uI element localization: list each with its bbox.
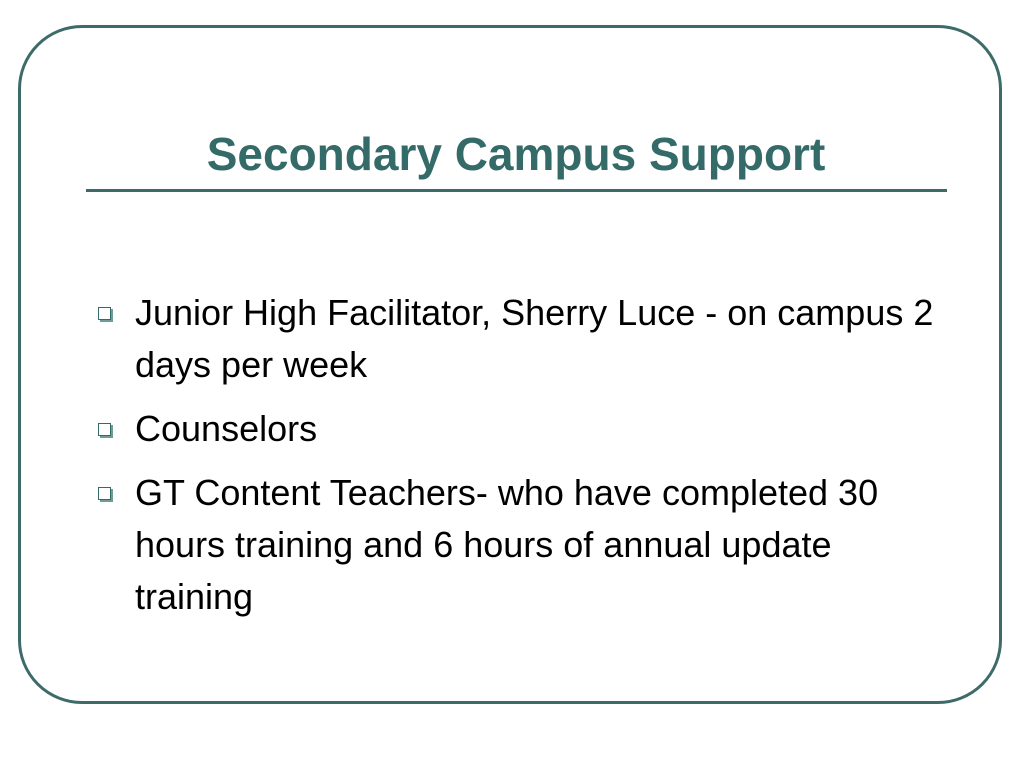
slide-title: Secondary Campus Support — [206, 128, 826, 180]
bullet-list — [98, 287, 958, 635]
bullet-text: Junior High Facilitator, Sherry Luce - on campus 2 days per week — [135, 292, 934, 385]
bullet-item-counselors — [98, 403, 958, 455]
square-bullet-icon — [98, 487, 111, 500]
bullet-text: Counselors — [135, 408, 318, 449]
bullet-item-facilitator — [98, 287, 958, 391]
square-bullet-icon — [98, 423, 111, 436]
title-underline — [86, 189, 947, 192]
bullet-text: GT Content Teachers- who have completed 30 hours training and 6 hours of annual update training — [135, 472, 879, 617]
square-bullet-icon — [98, 307, 111, 320]
bullet-item-gt-teachers — [98, 467, 958, 623]
